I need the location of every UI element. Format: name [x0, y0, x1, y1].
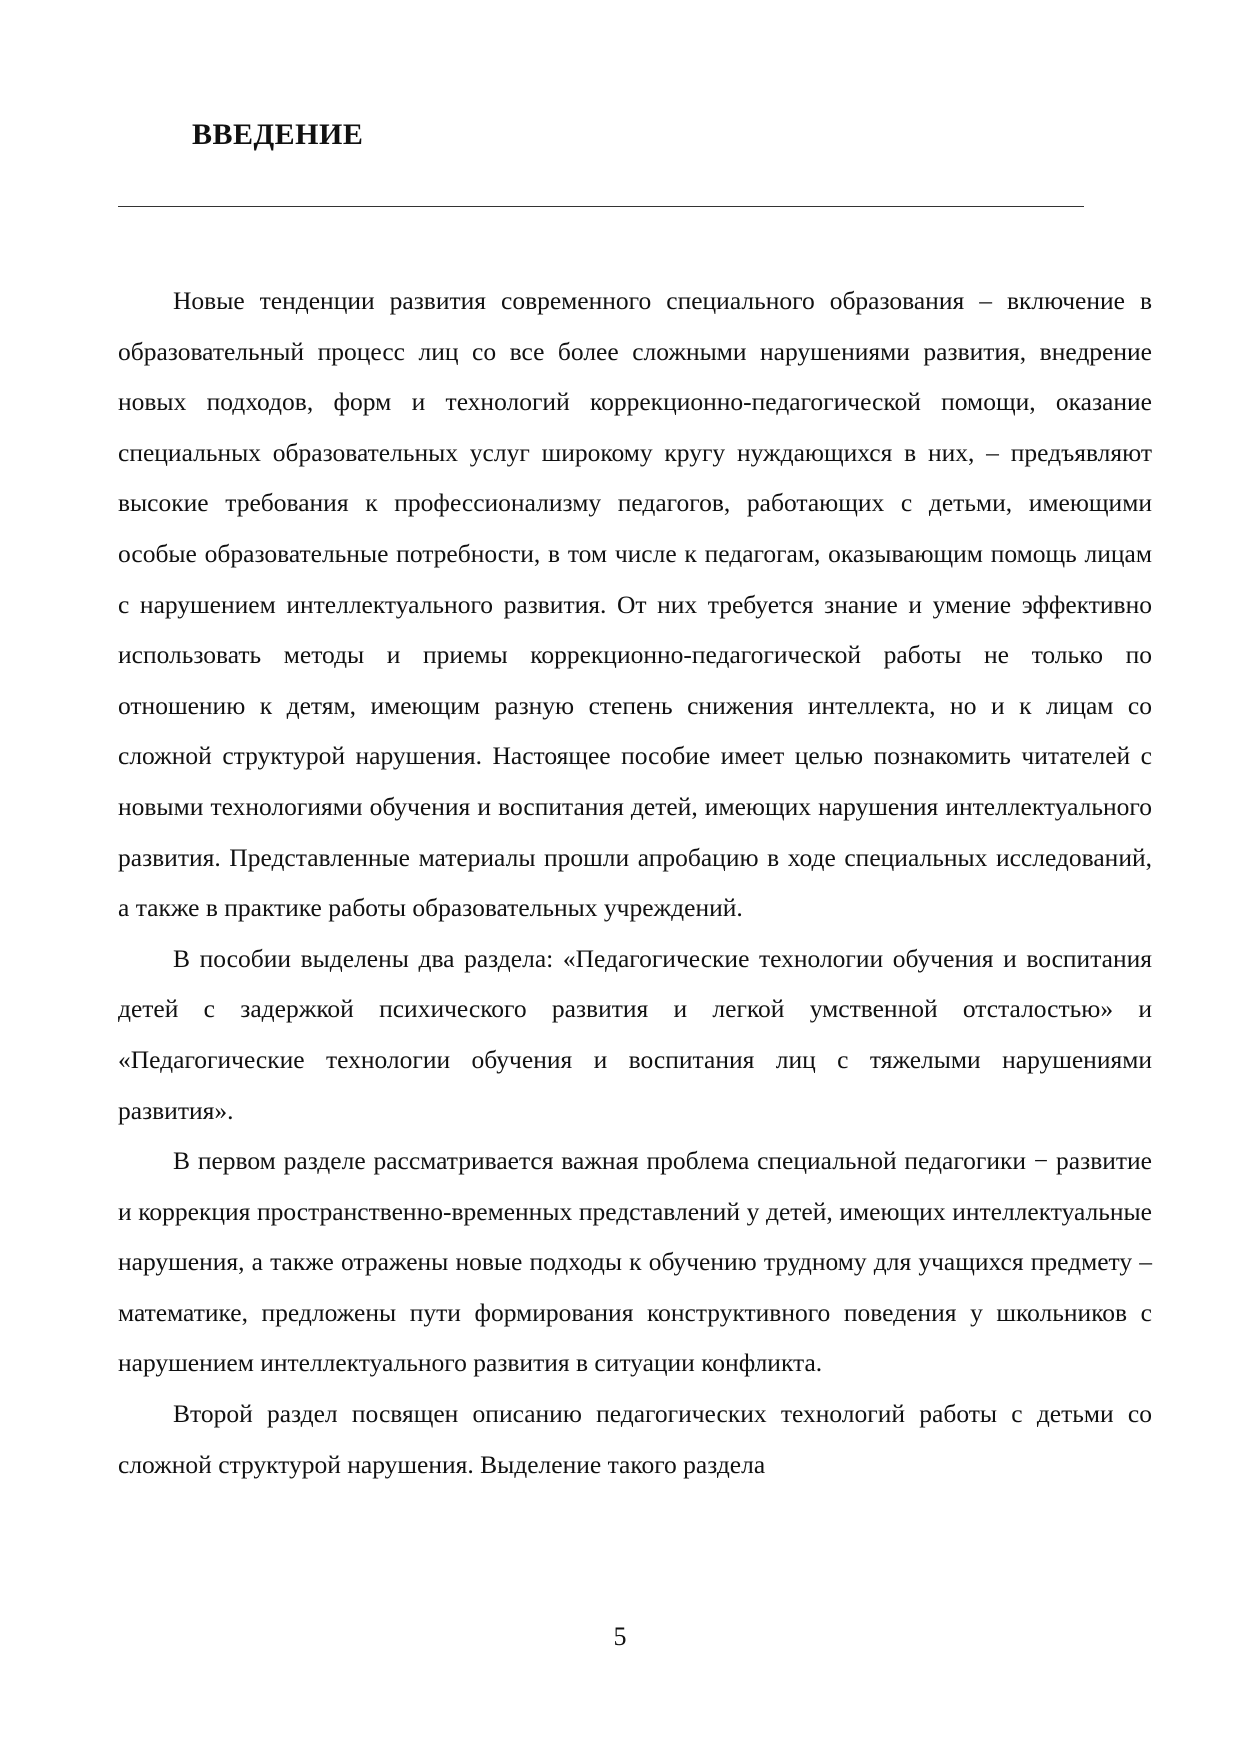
paragraph-2: В пособии выделены два раздела: «Педагогические технологии обучения и воспитания детей с задержкой психического развития и легкой умственной отсталостью» и «Педагогические технологии обучения и воспитания лиц с тяжелыми нарушениями развития».: [118, 943, 1152, 1125]
body-text: [118, 276, 1152, 1490]
paragraph-3: В первом разделе рассматривается важная проблема специальной педагогики − развитие и коррекция пространственно-временных представлений у детей, имеющих интеллектуальные нарушения, а также отражены новые подходы к обучению трудному для учащихся предмету – математике, предложены пути формирования конструктивного поведения у школьников с нарушением интеллектуального развития в ситуации конфликта.: [118, 1146, 1152, 1378]
paragraph-1: Новые тенденции развития современного специального образования – включение в образовательный процесс лиц со все более сложными нарушениями развития, внедрение новых подходов, форм и технологий коррекционно-педагогической помощи, оказание специальных образовательных услуг широкому кругу нуждающихся в них, – предъявляют высокие требования к профессионализму педагогов, работающих с детьми, имеющими особые образовательные потребности, в том числе к педагогам, оказывающим помощь лицам с нарушением интеллектуального развития. От них требуется знание и умение эффективно использовать методы и приемы коррекционно-педагогической работы не только по отношению к детям, имеющим разную степень снижения интеллекта, но и к лицам со сложной структурой нарушения. Настоящее пособие имеет целью познакомить читателей с новыми технологиями обучения и воспитания детей, имеющих нарушения интеллектуального развития. Представленные материалы прошли апробацию в ходе специальных исследований, а также в практике работы образовательных учреждений.: [118, 286, 1152, 923]
section-heading: ВВЕДЕНИЕ: [192, 118, 364, 151]
paragraph-4: Второй раздел посвящен описанию педагогических технологий работы с детьми со сложной структурой нарушения. Выделение такого раздела: [118, 1399, 1152, 1479]
heading-divider: [118, 206, 1084, 207]
page-number: 5: [613, 1622, 627, 1651]
